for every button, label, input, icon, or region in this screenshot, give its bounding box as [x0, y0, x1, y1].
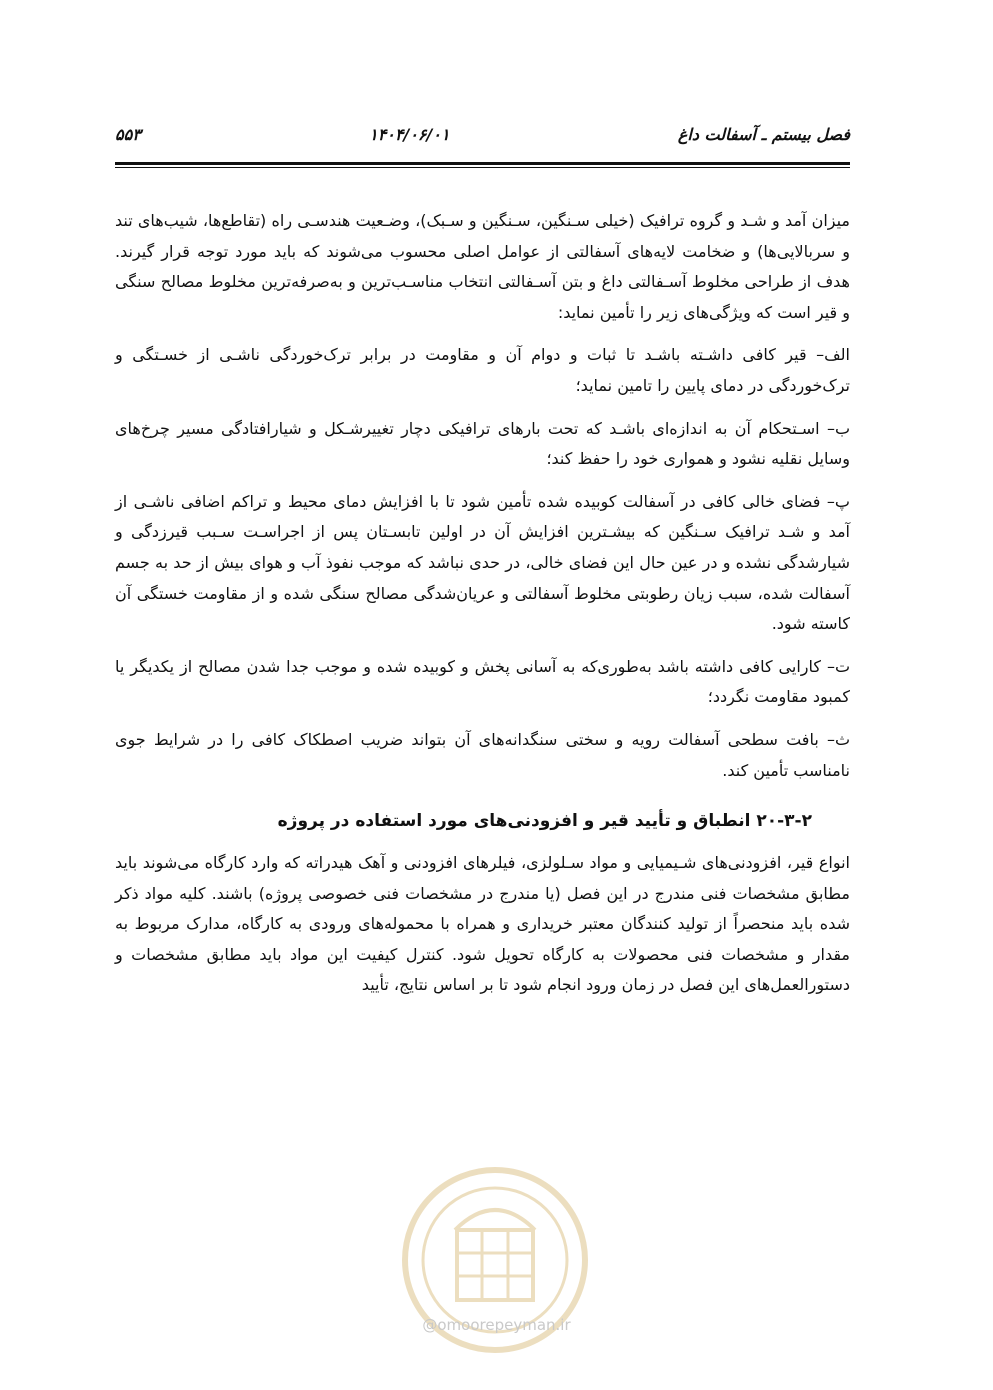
header-rule-thick: [115, 162, 850, 165]
paragraph: ث– بافت سطحی آسفالت رویه و سختی سنگدانه‌های آن بتواند ضریب اصطکاک کافی را در شرایط جوی نامناسب تأمین کند.: [115, 729, 850, 780]
page-header: [115, 120, 850, 150]
paragraph: میزان آمد و شـد و گروه ترافیک (خیلی سـنگین، سـنگین و سـبک)، وضـعیت هندسـی راه (تقاطع‌ها، شیب‌های تند و سربالایی‌ها) و ضخامت لایه‌های آسفالتی از عوامل اصلی محسوب می‌شوند که باید مورد توجه قرار گیرند. هدف از طراحی مخلوط آسـفالتی داغ و بتن آسـفالتی انتخاب مناسـب‌ترین و به‌صرفه‌ترین مخلوط مصالح سنگی و قیر است که ویژگی‌های زیر را تأمین نماید:: [115, 211, 850, 322]
paragraph: الف– قیر کافی داشـته باشـد تا ثبات و دوام آن و مقاومت در برابر ترک‌خوردگی ناشـی از خسـتگی و ترک‌خوردگی در دمای پایین را تامین نماید؛: [115, 345, 850, 395]
section-heading: ۲۰-۳-۲ انطباق و تأیید قیر و افزودنی‌های مورد استفاده در پروژه: [277, 811, 812, 832]
paragraph: پ– فضای خالی کافی در آسفالت کوبیده شده تأمین شود تا با افزایش دمای محیط و تراکم اضافی ناشـی از آمد و شـد ترافیک سـنگین که بیشـترین افزایش آن در اولین تابسـتان پس از اجراسـت سـبب قیرزدگی و شیارشدگی نشده و در عین حال این فضای خالی، در حدی نباشد که موجب نفوذ آب و هوای بیش از حد به جسم آسفالت شده، سبب زیان رطوبتی مخلوط آسفالتی و عریان‌شدگی مصالح سنگی شده و از مقاومت خستگی آن کاسته شود.: [115, 491, 850, 634]
page-number: ۵۵۳: [115, 125, 141, 144]
paragraph: ت– کارایی کافی داشته باشد به‌طوری‌که به آسانی پخش و کوبیده شده و موجب جدا شدن مصالح از یکدیگر یا کمبود مقاومت نگردد؛: [115, 656, 850, 707]
paragraph: ب– اسـتحکام آن به اندازه‌ای باشـد که تحت بارهای ترافیکی دچار تغییرشـکل و شیارافتادگی مسیر چرخ‌های وسایل نقلیه نشود و هموا‌ری خود را حفظ کند؛: [115, 418, 850, 469]
paragraph: انواع قیر، افزودنی‌های شـیمیایی و مواد سـلولزی، فیلرهای افزودنی و آهک هیدراته که وارد کارگاه می‌شوند باید مطابق مشخصات فنی مندرج در این فصل (یا مندرج در مشخصات فنی خصوصی پروژه) باشند. کلیه مواد ذکر شده باید منحصراً از تولید کنندگان معتبر خریداری و همراه با محموله‌های ورودی به کارگاه، مدارک مربوط به مقدار و مشخصات فنی محصولات به کارگاه تحویل شود. کنترل کیفیت این مواد باید مطابق مشخصات و دستورالعمل‌های این فصل در زمان ورود انجام شود تا بر اساس نتایج، تأیید: [115, 853, 850, 995]
chapter-title: فصل بیستم ـ آسفالت داغ: [677, 125, 850, 144]
watermark-text: @omoorepeyman.ir: [422, 1316, 571, 1334]
body-text: [115, 206, 850, 1001]
header-date: ۱۴۰۴/۰۶/۰۱: [369, 125, 450, 144]
document-page: [115, 120, 850, 1013]
header-rule-thin: [115, 167, 850, 168]
